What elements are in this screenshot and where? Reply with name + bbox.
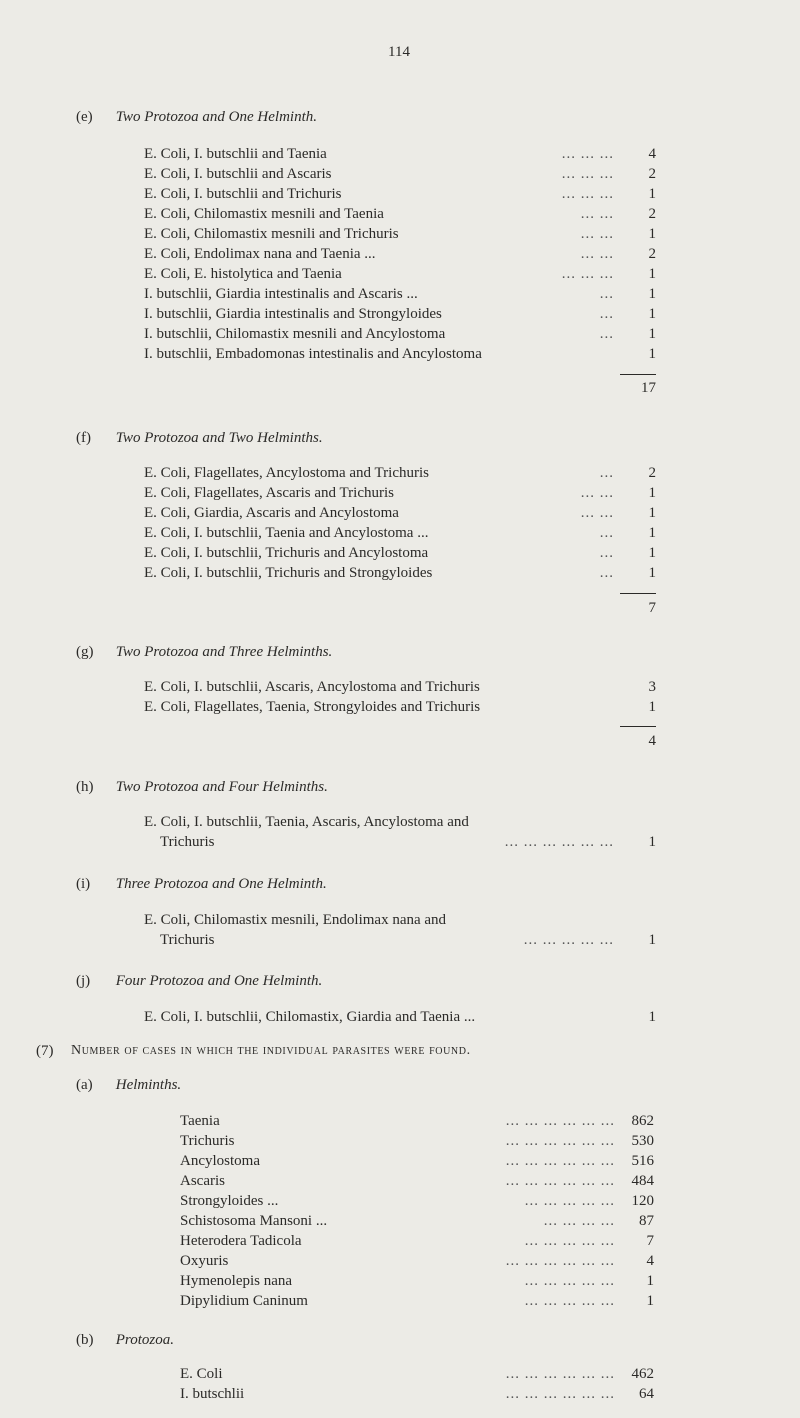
parasite-name: I. butschlii [180,1386,245,1402]
leader-dots: ... ... [580,246,614,262]
list-item [144,565,656,585]
leader-dots: ... ... ... ... ... ... [505,1366,615,1382]
case-count: 1 [648,525,656,541]
parasite-count: 120 [631,1193,654,1209]
case-count: 1 [648,565,656,581]
combination-text: E. Coli, I. butschlii, Trichuris and Ancylostoma [144,545,429,561]
combination-text: E. Coli, I. butschlii and Trichuris [144,186,342,202]
combination-text: E. Coli, Flagellates, Ancylostoma and Trichuris [144,465,429,481]
section-title: Protozoa. [115,1332,174,1348]
subtotal-rule [620,374,656,375]
leader-dots: ... [599,525,614,541]
leader-dots: ... [599,326,614,342]
list-item [144,699,656,719]
section-label: (e) [76,109,93,125]
parasite-count: 530 [631,1133,654,1149]
case-count: 1 [648,505,656,521]
parasite-count: 7 [646,1233,654,1249]
parasite-count: 516 [631,1153,654,1169]
leader-dots: ... ... ... ... [543,1213,615,1229]
section-label: (a) [76,1077,93,1093]
list-item [144,912,656,932]
list-item [144,834,656,854]
parasite-name: Taenia [180,1113,220,1129]
case-count: 2 [648,166,656,182]
combination-text: E. Coli, E. histolytica and Taenia [144,266,342,282]
list-item [144,186,656,206]
section-title: Two Protozoa and Three Helminths. [115,644,333,660]
case-count: 1 [648,545,656,561]
list-item [144,146,656,166]
list-item [180,1213,654,1233]
section-j-heading [76,973,322,990]
section-h-heading [76,779,328,796]
section-e-heading [76,109,317,126]
list-item [144,679,656,699]
case-count: 1 [648,306,656,322]
leader-dots: ... ... ... [561,166,614,182]
case-count: 1 [648,186,656,202]
parasite-name: Ascaris [180,1173,225,1189]
parasite-name: Schistosoma Mansoni ... [180,1213,328,1229]
leader-dots: ... ... ... ... ... ... [505,1253,615,1269]
case-count: 1 [648,286,656,302]
list-item [180,1386,654,1406]
case-count: 1 [648,1009,656,1025]
combination-text: E. Coli, Chilomastix mesnili and Trichuris [144,226,399,242]
parasite-name: Trichuris [180,1133,235,1149]
list-item [180,1293,654,1313]
parasite-count: 87 [639,1213,654,1229]
section-total: 7 [648,600,656,616]
section-title: Helminths. [115,1077,182,1093]
list-item [144,286,656,306]
section-label: (b) [76,1332,94,1348]
list-item [180,1273,654,1293]
leader-dots: ... [599,565,614,581]
parasite-count: 484 [631,1173,654,1189]
case-count: 1 [648,266,656,282]
leader-dots: ... ... ... ... ... ... [504,834,614,850]
list-item [180,1233,654,1253]
protozoa-heading [76,1332,174,1349]
combination-text: I. butschlii, Giardia intestinalis and Ascaris ... [144,286,418,302]
list-item [144,246,656,266]
page-number: 114 [388,44,410,60]
leader-dots: ... ... ... ... ... ... [505,1133,615,1149]
section-label: (j) [76,973,91,989]
combination-text: Trichuris [160,834,215,850]
section-f-heading [76,430,323,447]
main-section-title: Number of cases in which the individual parasites were found. [71,1043,471,1058]
case-count: 1 [648,346,656,362]
subtotal-rule [620,593,656,594]
list-item [144,814,656,834]
subtotal-rule [620,726,656,727]
section-g-heading [76,644,332,661]
list-item [180,1153,654,1173]
list-item [144,505,656,525]
leader-dots: ... ... ... ... ... [523,932,614,948]
case-count: 1 [648,932,656,948]
leader-dots: ... [599,545,614,561]
combination-text: Trichuris [160,932,215,948]
combination-text: E. Coli, I. butschlii, Chilomastix, Giardia and Taenia ... [144,1009,476,1025]
parasite-count: 862 [631,1113,654,1129]
section-title: Two Protozoa and Two Helminths. [115,430,323,446]
section-label: (i) [76,876,91,892]
leader-dots: ... ... ... ... ... ... [505,1153,615,1169]
list-item [144,932,656,952]
case-count: 2 [648,246,656,262]
leader-dots: ... ... [580,226,614,242]
leader-dots: ... ... ... [561,146,614,162]
list-item [144,485,656,505]
section-label: (f) [76,430,91,446]
list-item [144,525,656,545]
case-count: 2 [648,465,656,481]
combination-text: E. Coli, Flagellates, Taenia, Strongyloides and Trichuris [144,699,481,715]
parasite-count: 1 [646,1273,654,1289]
list-item [144,346,656,366]
combination-text: I. butschlii, Embadomonas intestinalis and Ancylostoma [144,346,482,362]
list-item [144,226,656,246]
section-label: (g) [76,644,94,660]
leader-dots: ... [599,286,614,302]
combination-text: E. Coli, I. butschlii and Ascaris [144,166,332,182]
list-item [144,306,656,326]
combination-text: I. butschlii, Giardia intestinalis and Strongyloides [144,306,442,322]
list-item [144,266,656,286]
leader-dots: ... ... ... ... ... ... [505,1113,615,1129]
combination-text: I. butschlii, Chilomastix mesnili and Ancylostoma [144,326,446,342]
leader-dots: ... ... [580,206,614,222]
list-item [144,465,656,485]
leader-dots: ... ... ... ... ... [524,1233,615,1249]
list-item [144,326,656,346]
parasite-name: Hymenolepis nana [180,1273,293,1289]
section-i-heading [76,876,327,893]
leader-dots: ... ... [580,505,614,521]
parasite-name: Oxyuris [180,1253,229,1269]
combination-text: E. Coli, I. butschlii, Trichuris and Strongyloides [144,565,433,581]
combination-text: E. Coli, Chilomastix mesnili, Endolimax nana and [144,912,447,928]
list-item [144,166,656,186]
section-title: Two Protozoa and Four Helminths. [115,779,328,795]
list-item [144,1009,656,1029]
section-title: Two Protozoa and One Helminth. [115,109,317,125]
leader-dots: ... [599,465,614,481]
case-count: 1 [648,326,656,342]
leader-dots: ... ... ... [561,186,614,202]
list-item [180,1133,654,1153]
combination-text: E. Coli, I. butschlii and Taenia [144,146,327,162]
parasite-count: 64 [639,1386,654,1402]
case-count: 3 [648,679,656,695]
leader-dots: ... ... [580,485,614,501]
parasite-name: Strongyloides ... [180,1193,279,1209]
combination-text: E. Coli, Endolimax nana and Taenia ... [144,246,376,262]
list-item [144,206,656,226]
leader-dots: ... ... ... [561,266,614,282]
combination-text: E. Coli, Giardia, Ascaris and Ancylostoma [144,505,399,521]
parasite-name: Dipylidium Caninum [180,1293,308,1309]
parasite-name: Heterodera Tadicola [180,1233,302,1249]
case-count: 1 [648,834,656,850]
leader-dots: ... [599,306,614,322]
list-item [180,1366,654,1386]
list-item [180,1173,654,1193]
parasite-count: 1 [646,1293,654,1309]
list-item [180,1253,654,1273]
combination-text: E. Coli, I. butschlii, Taenia and Ancylostoma ... [144,525,429,541]
section-total: 17 [641,380,656,396]
list-item [180,1193,654,1213]
case-count: 1 [648,226,656,242]
case-count: 2 [648,206,656,222]
parasite-count: 462 [631,1366,654,1382]
leader-dots: ... ... ... ... ... ... [505,1173,615,1189]
combination-text: E. Coli, Chilomastix mesnili and Taenia [144,206,384,222]
leader-dots: ... ... ... ... ... [524,1193,615,1209]
section-title: Four Protozoa and One Helminth. [115,973,323,989]
case-count: 1 [648,699,656,715]
parasite-name: Ancylostoma [180,1153,260,1169]
list-item [144,545,656,565]
combination-text: E. Coli, Flagellates, Ascaris and Trichuris [144,485,394,501]
combination-text: E. Coli, I. butschlii, Taenia, Ascaris, Ancylostoma and [144,814,469,830]
leader-dots: ... ... ... ... ... [524,1273,615,1289]
leader-dots: ... ... ... ... ... [524,1293,615,1309]
main-section-label: (7) [36,1043,54,1059]
section-label: (h) [76,779,94,795]
helminths-heading [76,1077,181,1094]
case-count: 1 [648,485,656,501]
combination-text: E. Coli, I. butschlii, Ascaris, Ancylostoma and Trichuris [144,679,480,695]
section-total: 4 [648,733,656,749]
case-count: 4 [648,146,656,162]
parasite-count: 4 [646,1253,654,1269]
section-title: Three Protozoa and One Helminth. [115,876,327,892]
list-item [180,1113,654,1133]
leader-dots: ... ... ... ... ... ... [505,1386,615,1402]
parasite-name: E. Coli [180,1366,223,1382]
